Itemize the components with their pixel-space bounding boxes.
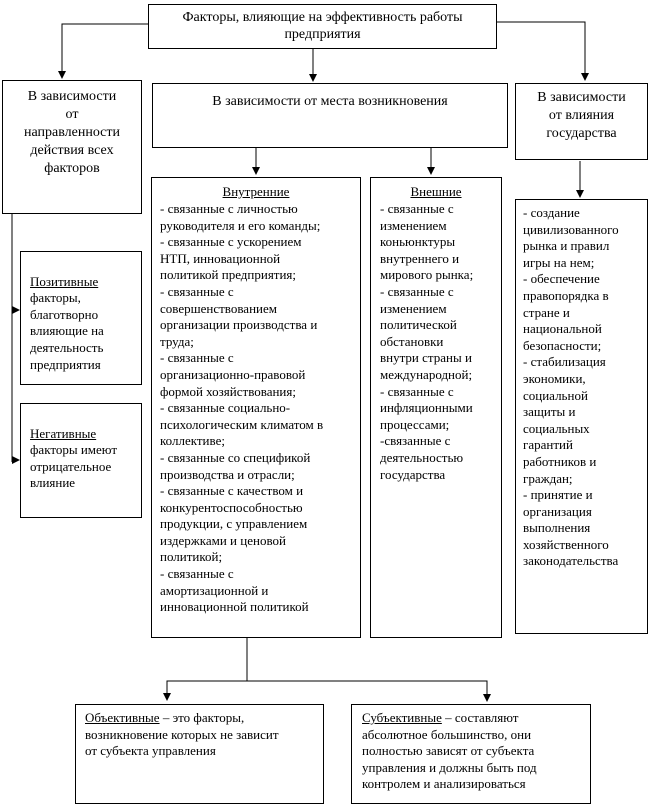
negative-text	[30, 409, 140, 509]
positive-text	[30, 257, 140, 390]
external-items: - связанные с изменением коньюнктуры внутреннего и мирового рынка; - связанные с изменением политической обстановки внутри страны и международной; - связанные с инфляционными процессами; -связанные с деятельностью государства	[380, 201, 474, 482]
subjective-label: Субъективные	[362, 710, 442, 725]
direction-title: В зависимости от направленности действия всех факторов	[23, 89, 120, 176]
objective-description: – это факторы, возникновение которых не зависит от субъекта управления	[85, 710, 279, 759]
internal-items: - связанные с личностью руководителя и его команды; - связанные с ускорением НТП, инновационной политикой предприятия; - связанные с совершенствованием организации производства и труда; - связанные с организационно-правовой формой хозяйствования; - связанные социально- психологическим климатом в коллективе; - связанные со спецификой производства и отрасли; - связанные с качеством и конкурентоспособностью продукции, с управлением издержками и ценовой политикой; - связанные с амортизационной и инновационной политикой	[160, 201, 324, 615]
arrow-internal-to-bottom	[167, 638, 247, 700]
origin-title: В зависимости от места возникновения	[212, 94, 448, 109]
objective-text	[85, 710, 323, 760]
subjective-description: – составляют абсолютное большинство, они полностью зависят от субъекта управления и должны быть под контролем и анализироваться	[362, 710, 537, 792]
arrow-top-to-state	[497, 22, 585, 80]
subjective-text	[362, 710, 590, 793]
external-label: Внешние	[410, 184, 462, 199]
arrow-top-to-direction	[62, 24, 148, 78]
main-title: Факторы, влияющие на эффективность работы предприятия	[182, 10, 463, 42]
internal-label: Внутренние	[222, 184, 290, 199]
negative-description: факторы имеют отрицательное влияние	[30, 442, 118, 491]
state-items: - создание цивилизованного рынка и правил игры на нем; - обеспечение правопорядка в стране и национальной безопасности; - стабилизация экономики, социальной защиты и социальных гарантий работников и граждан; - принятие и организация выполнения хозяйственного законодательства	[523, 205, 619, 569]
arrow-internal-to-subjective	[247, 681, 487, 701]
state-title: В зависимости от влияния государства	[537, 90, 626, 141]
positive-description: факторы, благотворно влияющие на деятельность предприятия	[30, 290, 104, 372]
positive-label: Позитивные	[30, 273, 99, 289]
negative-label: Негативные	[30, 425, 97, 441]
objective-label: Объективные	[85, 710, 160, 725]
